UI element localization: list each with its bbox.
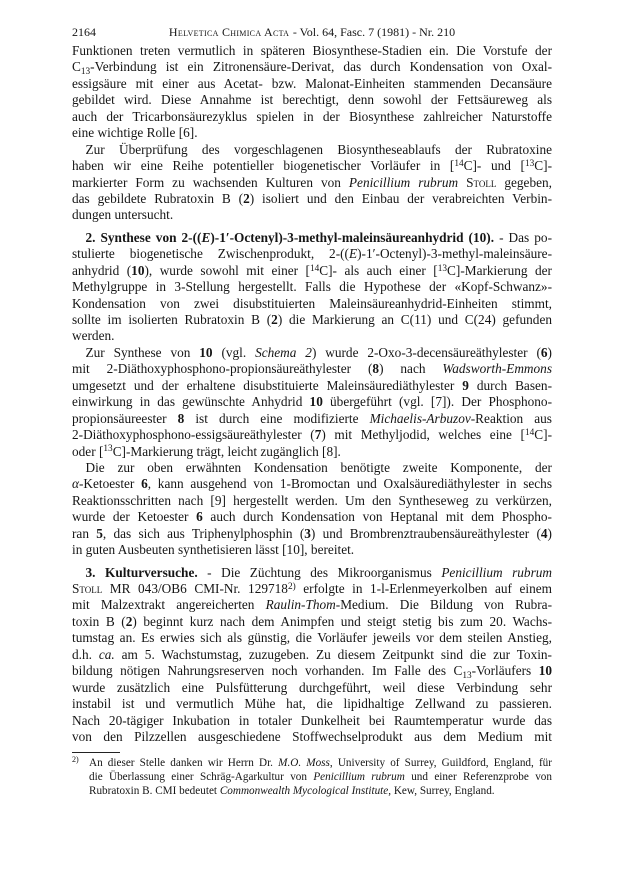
- italic-text: Penicillium rubrum: [313, 771, 405, 783]
- bold-text: 2: [125, 613, 133, 629]
- text-run: mit Malzextrakt angereicherten: [72, 597, 266, 613]
- text-line: [72, 142, 552, 158]
- text-run: essigsäure mit einer aus Acetat- bzw. Malonat-Einheiten stammenden Decansäure: [72, 75, 552, 91]
- text-run: markierter Form zu wachsenden Kulturen von: [72, 174, 349, 190]
- text-line: [89, 784, 552, 798]
- superscript: 13: [103, 444, 113, 455]
- subscript: 13: [462, 670, 472, 681]
- superscript: 14: [309, 263, 320, 274]
- text-run: wurde der Ketoester: [72, 509, 197, 525]
- bold-text: 10: [199, 344, 213, 360]
- bold-text: 10: [538, 663, 552, 679]
- text-run: ) wurde 2-Oxo-3-decensäureäthylester (: [311, 344, 541, 360]
- text-line: [72, 526, 552, 542]
- bold-text: 3: [304, 525, 311, 541]
- superscript: 14: [454, 158, 464, 169]
- italic-text: Raulin-Thom: [265, 597, 336, 613]
- text-line: [72, 207, 552, 223]
- text-line: [72, 542, 552, 558]
- text-line: [72, 125, 552, 141]
- text-run: ) mit Methyljodid, welches eine [: [321, 427, 525, 443]
- italic-text: Schema 2: [255, 344, 312, 360]
- text-line: [89, 756, 552, 770]
- text-run: ist durch eine modifizierte: [184, 410, 370, 426]
- text-line: [72, 191, 552, 207]
- text-line: [72, 614, 552, 630]
- text-line: [72, 312, 552, 328]
- text-run: übergeführt (vgl. [7]). Der Phosphono-: [322, 394, 552, 410]
- text-line: [72, 411, 552, 427]
- running-header: [72, 24, 552, 40]
- bold-text: 2: [243, 190, 250, 206]
- text-run: , kann ausgehend von 1-Bromoctan und Oxalsäurediäthylester in sechs: [147, 476, 552, 492]
- text-run: sollte im isolierten Rubratoxin B (: [72, 312, 272, 327]
- text-run: Zur Überprüfung des vorgeschlagenen Biosyntheseablaufs der Rubratoxine: [85, 141, 552, 157]
- text-run: von den Pilzzellen ausgeschiedene Stoffwechselprodukt aus dem Medium mit: [72, 728, 552, 744]
- paragraph-labelled-precursors: [72, 142, 552, 224]
- text-run: -Ketoester: [78, 476, 142, 492]
- text-run: Zur Synthese von: [85, 344, 200, 360]
- text-line: [72, 296, 552, 312]
- text-run: auch durch Kondensation von Heptanal mit dem Phospho-: [202, 509, 552, 525]
- text-run: - Das po-: [494, 229, 552, 245]
- article-body: [72, 43, 552, 745]
- bold-text: 8: [372, 361, 380, 377]
- footnote-2: [72, 756, 552, 798]
- text-run: und einer Referenzprobe von: [404, 771, 552, 783]
- text-line: [72, 444, 552, 460]
- text-line: [72, 279, 552, 295]
- text-run: auch der Tricarbonsäurezyklus spielen in der Biosynthese zahlreicher Naturstoffe: [72, 108, 552, 124]
- text-line: [72, 328, 552, 344]
- text-run: ran: [72, 525, 97, 541]
- bold-text: 9: [462, 377, 469, 393]
- bold-text: 8: [177, 410, 185, 426]
- italic-text: α: [72, 476, 79, 492]
- text-run: werden.: [72, 328, 115, 344]
- bold-text: 10: [131, 262, 145, 278]
- text-line: [72, 394, 552, 410]
- text-run: propionsäureester: [72, 410, 178, 426]
- text-line: [72, 158, 552, 174]
- text-run: C: [72, 59, 81, 75]
- italic-text: ca.: [98, 646, 115, 662]
- text-line: [72, 565, 552, 581]
- text-run: Funktionen treten vermutlich in späteren Biosynthese-Stadien ein. Die Vorstufe der: [72, 43, 552, 58]
- text-run: Kondensation von zwei disubstituierten Maleinsäureanhydrid-Einheiten stimmt,: [72, 295, 552, 311]
- superscript: 13: [437, 263, 448, 274]
- text-line: [72, 493, 552, 509]
- italic-text: Wadsworth-Emmons: [442, 361, 552, 377]
- text-run: , University of Surrey, Guildford, England, für: [329, 757, 552, 769]
- text-run: mit 2-Diäthoxyphosphono-propionsäureäthylester (: [72, 361, 373, 377]
- text-run: Nach 20-tägiger Inkubation in totaler Dunkelheit bei Raumtemperatur wurde das: [72, 712, 552, 728]
- italic-text: Penicillium rubrum: [348, 174, 459, 190]
- text-run: dungen untersucht.: [72, 207, 174, 223]
- text-run: gebildet wird. Diese Annahme ist berechtigt, denn sowohl der Fettsäureweg als: [72, 92, 552, 108]
- text-run: C]-Markierung der: [447, 262, 552, 278]
- text-run: C]-Markierung trägt, leicht zugänglich [8].: [112, 443, 341, 459]
- text-run: eine wichtige Rolle [6].: [72, 125, 198, 141]
- superscript: 13: [524, 158, 535, 169]
- text-run: ) beginnt kurz nach dem Animpfen und steigt stetig bis zum 20. Wachs-: [132, 613, 552, 629]
- journal-name: Helvetica Chimica Acta: [168, 25, 290, 39]
- bold-text: 6: [540, 344, 548, 360]
- paragraph-synthesis-route: [72, 345, 552, 460]
- text-line: [72, 246, 552, 262]
- text-run: stulierte biogenetische Zwischenprodukt, 2-((: [72, 246, 349, 262]
- text-run: oder [: [72, 443, 104, 459]
- section-2-synthesis: [72, 230, 552, 345]
- text-run: 2-Diäthoxyphosphono-essigsäureäthylester (: [72, 427, 315, 443]
- bold-text: 6: [141, 476, 148, 492]
- bold-text: 6: [196, 509, 203, 525]
- italic-text: M.O. Moss: [278, 757, 330, 769]
- section-3-culture-experiments: [72, 565, 552, 746]
- text-run: C]-: [534, 158, 553, 174]
- text-line: [72, 713, 552, 729]
- text-run: anhydrid (: [72, 262, 132, 278]
- paragraph-biosynthesis-precursor: [72, 43, 552, 142]
- text-run: wurde zusätzlich eine Pulsfütterung durchgeführt, weil diese Verbindung sehr: [72, 679, 552, 695]
- bold-text: 7: [314, 427, 322, 443]
- text-run: ): [547, 525, 552, 541]
- bold-italic-text: E: [201, 229, 211, 245]
- text-run: Methylgruppe in 3-Stellung hergestellt. Falls die Hypothese der «Kopf-Schwanz»-: [72, 279, 552, 295]
- text-run: Reaktionsschritten nach [9] hergestellt werden. Um den Syntheseweg zu verkürzen,: [72, 492, 552, 508]
- text-line: [72, 378, 552, 394]
- text-run: am 5. Wachstumstag, zuzugeben. Zu diesem Zeitpunkt sind die zur Toxin-: [114, 646, 552, 662]
- text-run: An dieser Stelle danken wir Herrn Dr.: [89, 757, 279, 769]
- text-line: [72, 76, 552, 92]
- italic-text: Penicillium rubrum: [441, 564, 553, 580]
- text-run: [458, 175, 466, 190]
- italic-text: Commonwealth Mycological Institute: [219, 785, 389, 797]
- journal-citation: [72, 24, 552, 40]
- text-line: [72, 729, 552, 745]
- text-run: MR 043/OB6 CMI-Nr. 129718: [102, 581, 288, 596]
- text-line: [72, 476, 552, 492]
- text-run: , das sich aus Triphenylphosphin (: [102, 525, 305, 541]
- text-run: - Die Züchtung des Mikroorganismus: [197, 564, 442, 580]
- text-line: [72, 175, 552, 191]
- text-line: [72, 696, 552, 712]
- bold-text: 2. Synthese von 2-((: [85, 229, 202, 245]
- text-run: haben wir eine Reihe potentieller biogenetischer Vorläufer in [: [72, 158, 455, 174]
- text-line: [72, 680, 552, 696]
- page-number: 2164: [72, 25, 96, 39]
- text-run: ), wurde sowohl mit einer [: [144, 262, 310, 278]
- text-run: das gebildete Rubratoxin B (: [72, 190, 244, 206]
- text-line: [72, 263, 552, 279]
- bold-text: 5: [96, 525, 103, 541]
- text-run: Die zur oben erwähnten Kondensation benötigte zweite Komponente, der: [85, 459, 552, 475]
- text-run: C]- und [: [463, 158, 525, 174]
- text-run: -Medium. Die Bildung von Rubra-: [335, 597, 552, 613]
- footnote-marker: 2): [72, 755, 79, 764]
- text-line: [72, 460, 552, 476]
- text-run: in guten Ausbeuten synthetisieren lässt [10], bereitet.: [72, 542, 355, 558]
- text-run: (vgl.: [212, 344, 256, 360]
- text-run: )-1′-Octenyl)-3-methyl-maleinsäure-: [357, 246, 552, 262]
- text-run: die Überlassung einer Schräg-Agarkultur von: [89, 771, 314, 783]
- bold-text: )-1′-Octenyl)-3-methyl-maleinsäureanhydrid (10).: [210, 229, 495, 245]
- text-line: [72, 581, 552, 597]
- small-caps-text: Stoll: [466, 174, 497, 190]
- text-line: [72, 109, 552, 125]
- text-run: d.h.: [72, 646, 99, 662]
- footnote-rule: [72, 752, 120, 753]
- text-run: umgesetzt und der erhaltene disubstituierte Maleinsäurediäthylester: [72, 377, 463, 393]
- bold-text: 4: [540, 525, 548, 541]
- text-run: gegeben,: [496, 174, 552, 190]
- subscript: 13: [80, 66, 91, 77]
- text-line: [72, 509, 552, 525]
- paragraph-ketoester: [72, 460, 552, 559]
- text-run: ) nach: [379, 361, 443, 377]
- issue-info: - Vol. 64, Fasc. 7 (1981) - Nr. 210: [292, 25, 456, 39]
- text-run: ) isoliert und den Einbau der verabreichten Verbin-: [249, 190, 552, 206]
- text-line: [72, 663, 552, 679]
- text-line: [72, 59, 552, 75]
- text-run: -Verbindung ist ein Zitronensäure-Derivat, das durch Kondensation von Oxal-: [90, 59, 552, 75]
- bold-text: 2: [271, 312, 278, 327]
- text-line: [72, 427, 552, 443]
- text-line: [72, 647, 552, 663]
- text-run: C]- als auch einer [: [319, 262, 438, 278]
- text-run: toxin B (: [72, 613, 126, 629]
- text-line: [89, 770, 552, 784]
- bold-text: 3. Kulturversuche.: [85, 564, 198, 580]
- text-run: durch Basen-: [468, 377, 552, 393]
- text-run: ) und Brombrenztraubensäureäthylester (: [310, 525, 541, 541]
- text-line: [72, 345, 552, 361]
- text-run: Rubratoxin B. CMI bedeutet: [89, 785, 220, 797]
- bold-text: 10: [309, 394, 323, 410]
- text-line: [72, 92, 552, 108]
- text-run: bildung nötigen Nahrungsreserven noch vorhanden. Im Falle des C: [72, 663, 463, 679]
- text-run: -Vorläufers: [471, 663, 539, 679]
- text-line: [72, 361, 552, 377]
- superscript: 2): [287, 581, 296, 592]
- text-line: [72, 630, 552, 646]
- text-line: [72, 597, 552, 613]
- footnote-text: [89, 756, 552, 798]
- italic-text: Michaelis-Arbuzov: [369, 410, 471, 426]
- small-caps-text: Stoll: [72, 581, 103, 596]
- text-run: einwirkung in das gewünschte Anhydrid: [72, 394, 310, 410]
- text-run: ) die Markierung an C(11) und C(24) gefunden: [277, 312, 552, 327]
- text-run: instabil ist und vermutlich Mühe hat, die lipidhaltige Zellwand zu passieren.: [72, 696, 552, 712]
- text-run: , Kew, Surrey, England.: [388, 785, 495, 797]
- text-run: -Reaktion aus: [470, 410, 552, 426]
- text-run: C]-: [534, 427, 552, 443]
- text-line: [72, 43, 552, 59]
- text-run: tumstag an. Es erwies sich als günstig, die Vorläufer jeweils vor dem steilen Anstieg,: [72, 630, 552, 646]
- superscript: 14: [524, 427, 535, 438]
- text-run: ): [547, 344, 552, 360]
- italic-text: E: [348, 246, 358, 262]
- text-line: [72, 230, 552, 246]
- text-run: erfolgte in 1-l-Erlenmeyerkolben auf einem: [295, 581, 553, 596]
